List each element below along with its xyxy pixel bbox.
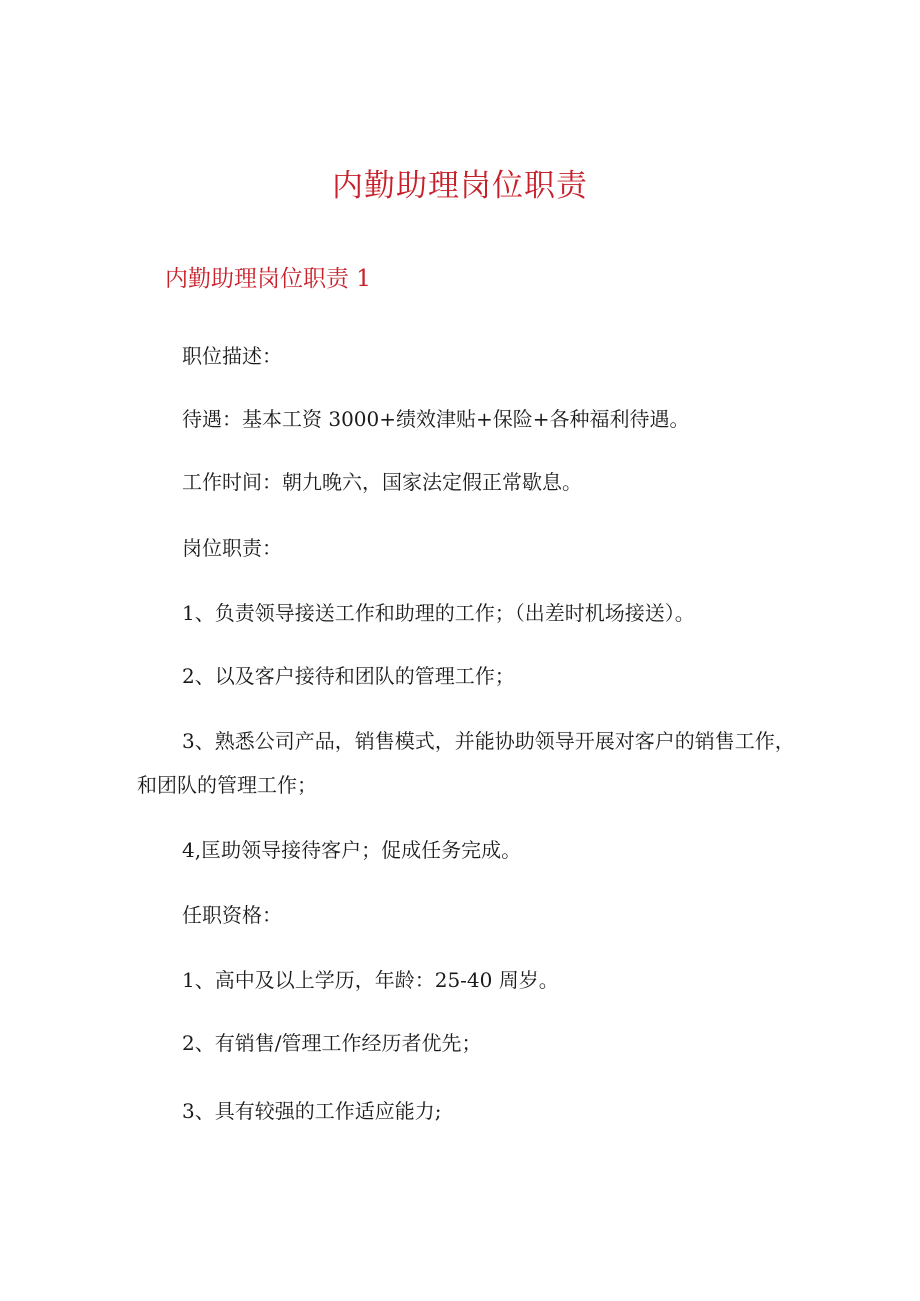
document-title: 内勤助理岗位职责	[332, 168, 588, 204]
paragraph-qualification-1: 1、高中及以上学历，年龄：25-40 周岁。	[182, 968, 559, 992]
paragraph-qualification-3: 3、具有较强的工作适应能力;	[182, 1099, 442, 1123]
paragraph-duty-3: 3、熟悉公司产品，销售模式，并能协助领导开展对客户的销售工作，和团队的管理工作；	[137, 729, 795, 797]
paragraph-working-hours: 工作时间：朝九晚六，国家法定假正常歇息。	[182, 470, 582, 494]
paragraph-qualification-2: 2、有销售/管理工作经历者优先；	[182, 1031, 482, 1055]
paragraph-job-description-label: 职位描述：	[182, 344, 282, 368]
paragraph-duty-1: 1、负责领导接送工作和助理的工作；（出差时机场接送）。	[182, 601, 695, 625]
paragraph-duties-label: 岗位职责：	[182, 536, 282, 560]
section-heading: 内勤助理岗位职责 1	[165, 266, 371, 292]
paragraph-qualifications-label: 任职资格：	[182, 903, 282, 927]
paragraph-duty-4: 4,匡助领导接待客户；促成任务完成。	[182, 838, 522, 862]
paragraph-salary: 待遇：基本工资 3000+绩效津贴+保险+各种福利待遇。	[182, 407, 690, 431]
paragraph-duty-2: 2、以及客户接待和团队的管理工作；	[182, 664, 515, 688]
